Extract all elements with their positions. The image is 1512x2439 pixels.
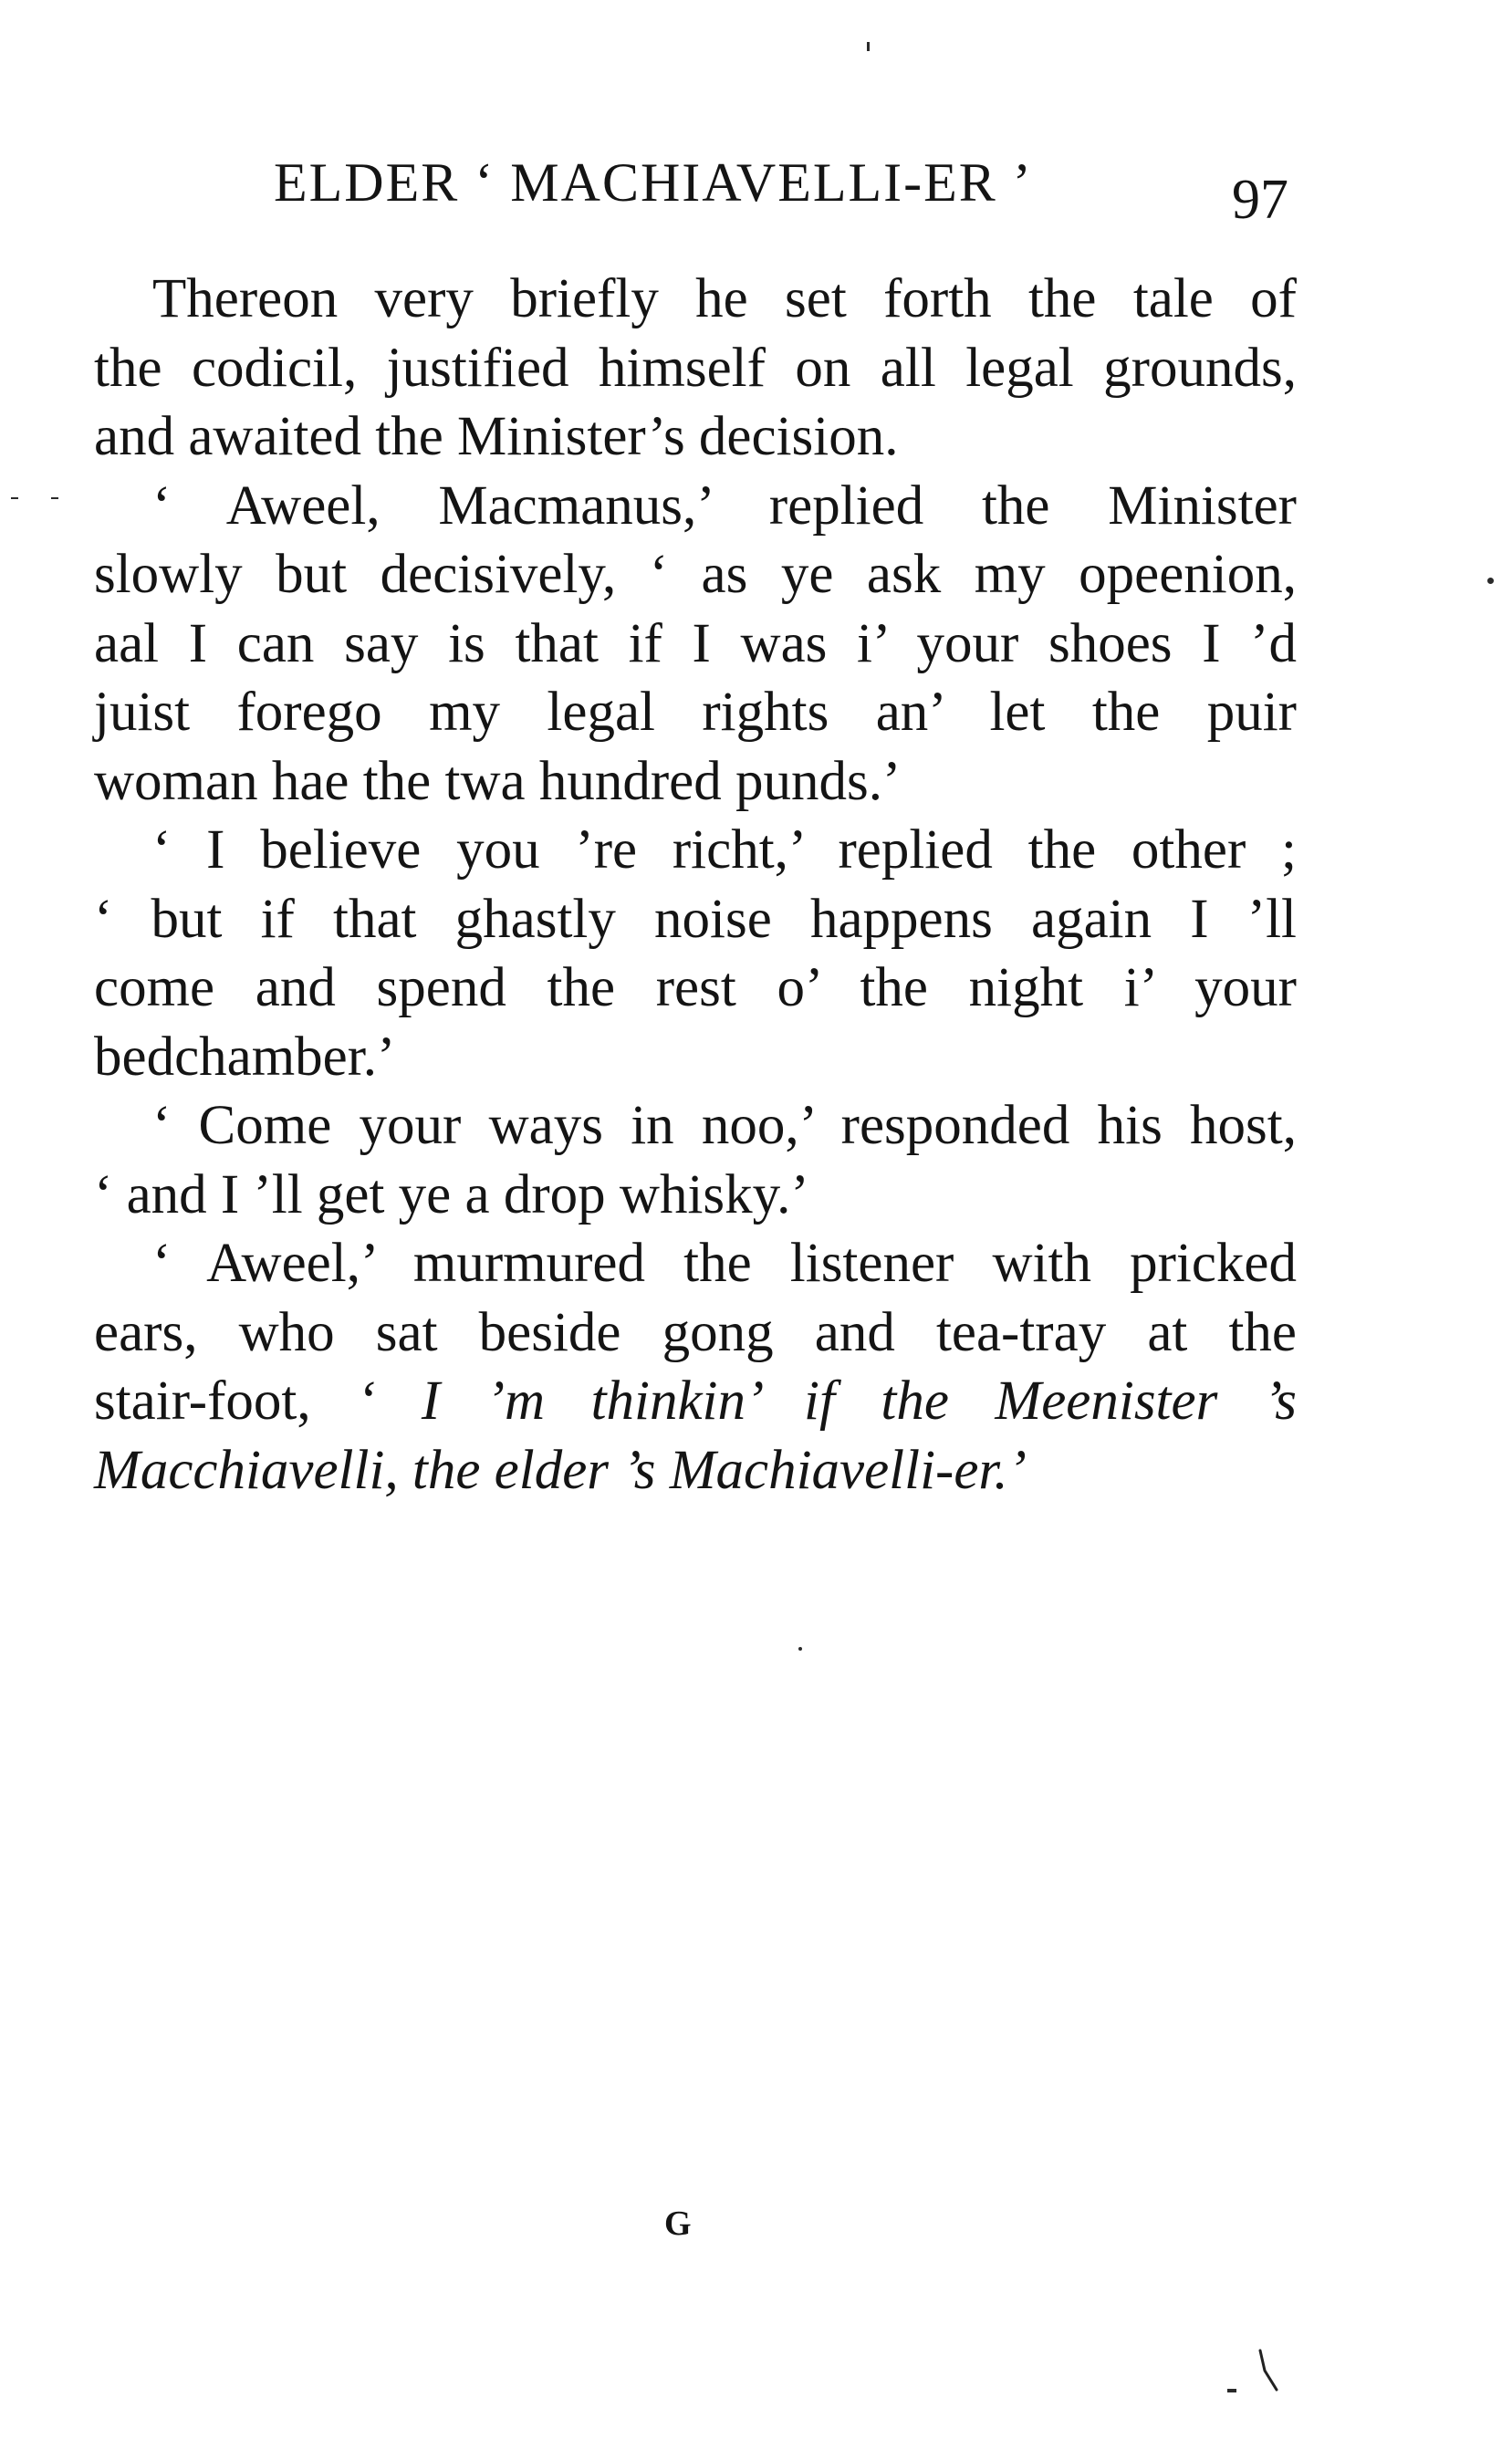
italic-run: ‘ I ’m thinkin’ if the Meenister ’s [357,1371,1297,1432]
text-line: and awaited the Minister’s decision. [94,406,899,467]
text-line: ears, who sat beside gong and tea-tray at the [94,1301,1297,1363]
scan-speck [1487,578,1494,584]
text-run: stair-foot, [94,1371,311,1432]
text-line: aal I can say is that if I was i’ your shoes I ’d [94,612,1297,674]
text-line: come and spend the rest o’ the night i’ your [94,957,1297,1018]
scan-speck [867,42,870,51]
text-line-mixed [94,1367,1297,1436]
scan-speck [798,1647,802,1651]
text-line: ‘ and I ’ll get ye a drop whisky.’ [94,1163,809,1225]
body-text [94,265,1297,1505]
text-line: ‘ Come your ways in noo,’ responded his host, [152,1095,1297,1156]
text-line: slowly but decisively, ‘ as ye ask my opeenion, [94,544,1297,605]
text-line: ‘ but if that ghastly noise happens again I ’ll [94,888,1297,950]
scan-speck [51,497,58,499]
text-line: Thereon very briefly he set forth the tale of [152,268,1297,329]
scan-speck [11,497,18,499]
text-line-italic: Macchiavelli, the elder ’s Machiavelli-er.’ [94,1439,1027,1501]
signature-mark: G [664,2204,692,2243]
text-line: woman hae the twa hundred punds.’ [94,750,902,812]
text-line: juist forego my legal rights an’ let the puir [94,682,1297,743]
text-line: the codicil, justified himself on all legal grounds, [94,337,1297,399]
page-number: 97 [1232,169,1288,231]
text-line: bedchamber.’ [94,1026,396,1088]
scan-speck [1227,2389,1236,2392]
text-line: ‘ Aweel, Macmanus,’ replied the Minister [152,474,1297,537]
text-line: ‘ Aweel,’ murmured the listener with pricked [152,1233,1297,1294]
running-head: ELDER ‘ MACHIAVELLI-ER ’ [274,152,1033,213]
pencil-tick-mark [1257,2349,1279,2392]
text-line: ‘ I believe you ’re richt,’ replied the other ; [152,819,1297,881]
